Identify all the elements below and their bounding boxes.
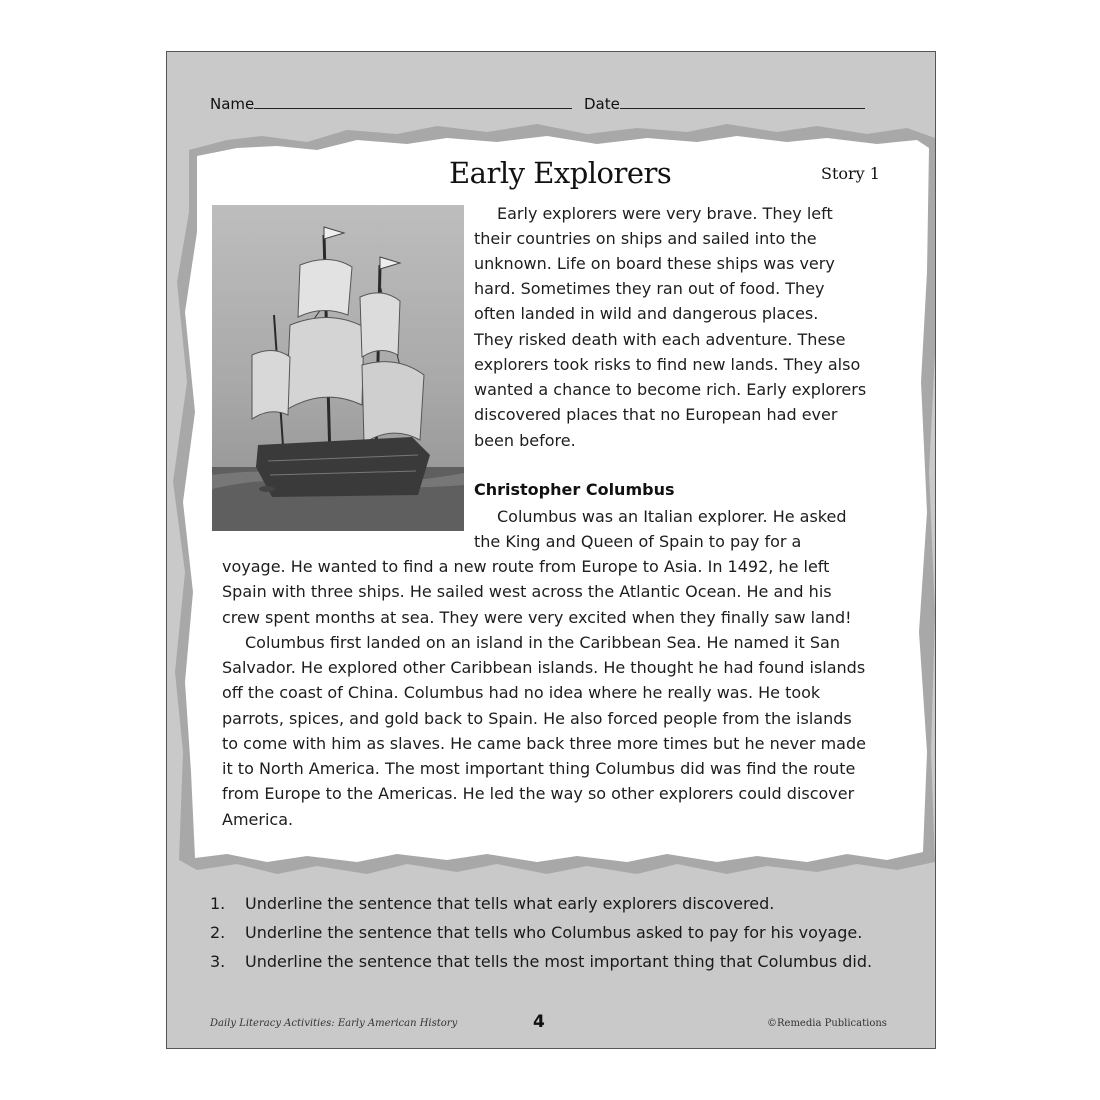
text-line: it to North America. The most important thing Columbus did was find the route <box>222 759 856 778</box>
text-line: Columbus first landed on an island in the Caribbean Sea. He named it San <box>245 633 840 652</box>
footer-publisher: ©Remedia Publications <box>767 1018 887 1029</box>
text-line: Columbus was an Italian explorer. He asked <box>497 507 847 526</box>
name-label: Name <box>210 95 255 113</box>
text-line: to come with him as slaves. He came back three more times but he never made <box>222 734 866 753</box>
text-line: from Europe to the Americas. He led the way so other explorers could discover <box>222 784 855 803</box>
text-line: They risked death with each adventure. These <box>474 330 846 349</box>
text-line: America. <box>222 810 294 829</box>
question-text: Underline the sentence that tells who Columbus asked to pay for his voyage. <box>245 923 863 942</box>
text-line: Salvador. He explored other Caribbean islands. He thought he had found islands <box>222 658 866 677</box>
text-line: crew spent months at sea. They were very excited when they finally saw land! <box>222 608 852 627</box>
section-heading: Christopher Columbus <box>474 480 675 499</box>
question-text: Underline the sentence that tells the most important thing that Columbus did. <box>245 952 873 971</box>
text-line: wanted a chance to become rich. Early explorers <box>474 380 867 399</box>
text-line: Early explorers were very brave. They left <box>497 204 833 223</box>
question-text: Underline the sentence that tells what early explorers discovered. <box>245 894 775 913</box>
text-line: voyage. He wanted to find a new route from Europe to Asia. In 1492, he left <box>222 557 830 576</box>
sailing-ship-photo <box>212 205 464 531</box>
question-item <box>210 950 885 973</box>
question-item <box>210 921 885 944</box>
question-item <box>210 892 885 915</box>
story-tag: Story 1 <box>821 164 880 183</box>
date-label: Date <box>584 95 620 113</box>
worksheet-page <box>166 51 936 1049</box>
page-title: Early Explorers <box>449 156 672 190</box>
text-line: parrots, spices, and gold back to Spain. He also forced people from the islands <box>222 709 852 728</box>
page-number: 4 <box>533 1012 545 1032</box>
text-line: their countries on ships and sailed into the <box>474 229 817 248</box>
text-line: the King and Queen of Spain to pay for a <box>474 532 802 551</box>
question-number: 2. <box>210 923 226 942</box>
text-line: been before. <box>474 431 576 450</box>
text-line: Spain with three ships. He sailed west across the Atlantic Ocean. He and his <box>222 582 832 601</box>
text-line: discovered places that no European had ever <box>474 405 838 424</box>
question-list <box>210 892 885 979</box>
text-line: explorers took risks to find new lands. They also <box>474 355 861 374</box>
question-number: 1. <box>210 894 226 913</box>
footer-book-title: Daily Literacy Activities: Early American History <box>210 1018 458 1029</box>
text-line: hard. Sometimes they ran out of food. They <box>474 279 825 298</box>
question-number: 3. <box>210 952 226 971</box>
text-line: often landed in wild and dangerous places. <box>474 304 819 323</box>
text-line: off the coast of China. Columbus had no idea where he really was. He took <box>222 683 821 702</box>
text-line: unknown. Life on board these ships was very <box>474 254 835 273</box>
